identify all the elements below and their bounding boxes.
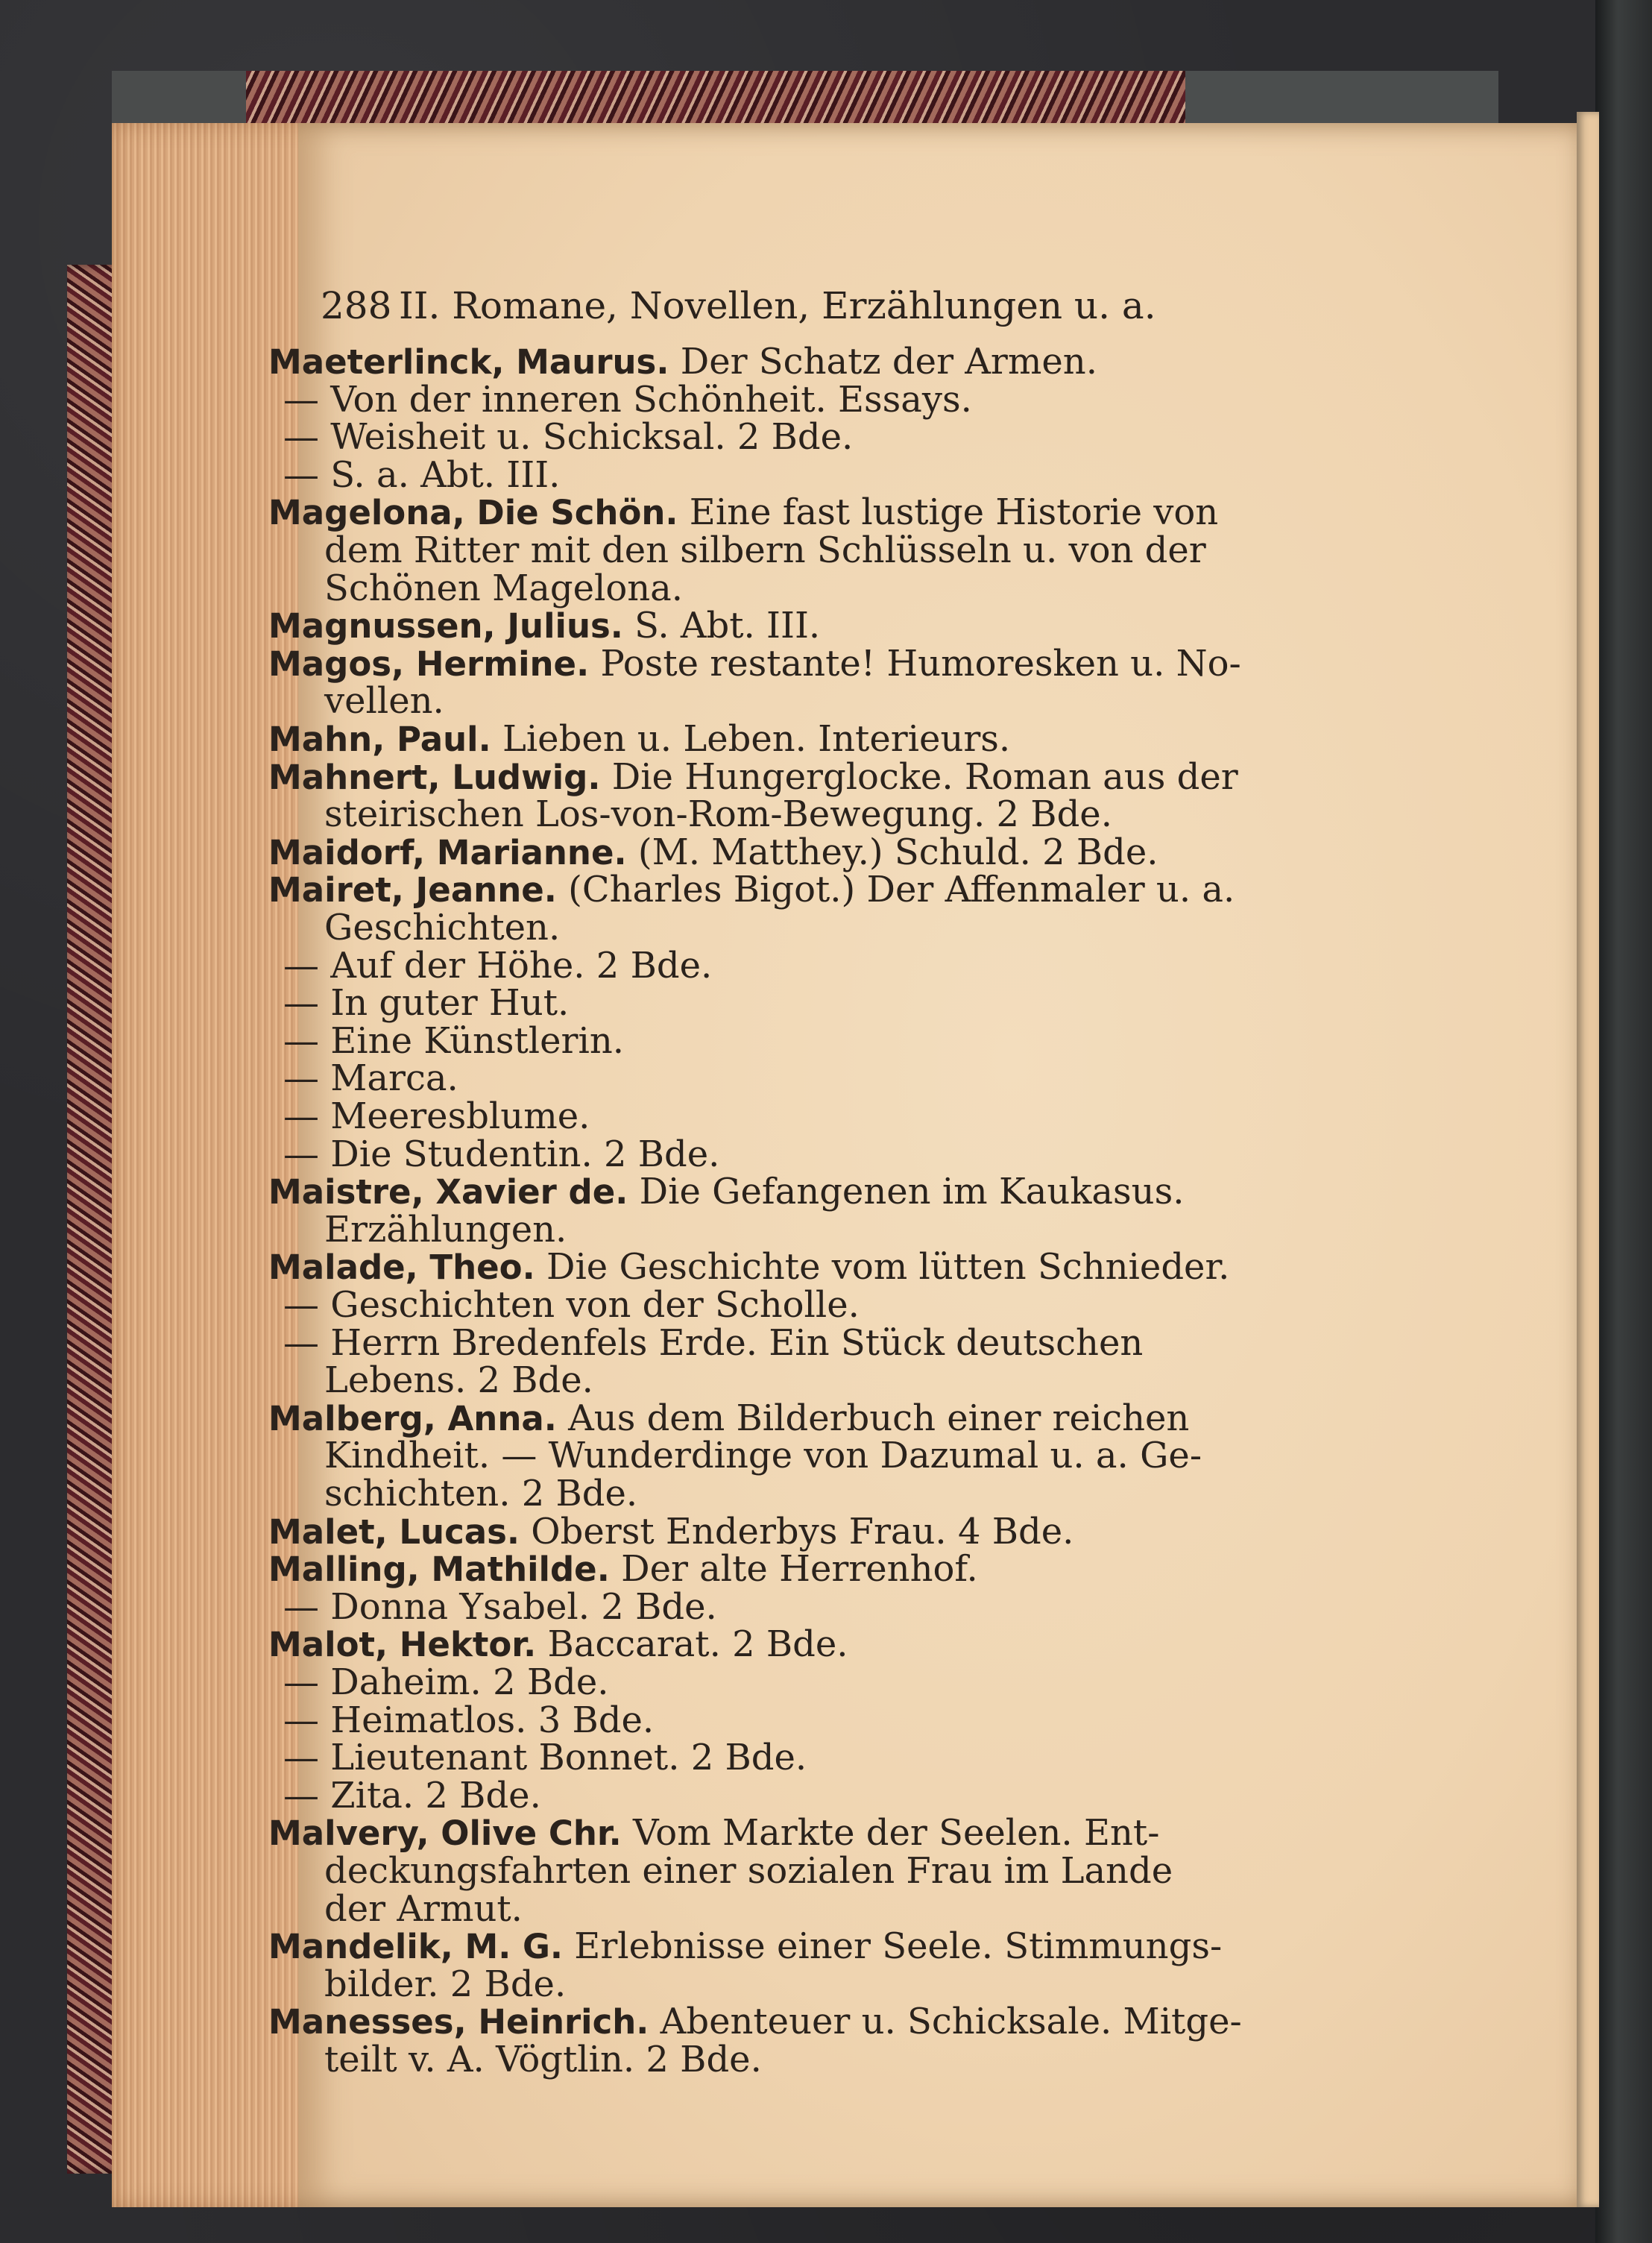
entry-text: — Heimatlos. 3 Bde.	[283, 1699, 655, 1741]
entry-text: vellen.	[324, 680, 444, 723]
entry-text: Die Geschichte vom lütten Schnieder.	[546, 1246, 1230, 1289]
entry-line	[324, 567, 684, 609]
entry-text: Oberst Enderbys Frau. 4 Bde.	[531, 1510, 1074, 1553]
entry-line	[283, 1699, 655, 1741]
entry-line	[283, 1095, 590, 1137]
entry-text: — Lieutenant Bonnet. 2 Bde.	[283, 1737, 807, 1779]
entry-text: (M. Matthey.) Schuld. 2 Bde.	[637, 831, 1158, 873]
entry-line	[268, 1510, 1074, 1553]
entry-line	[283, 1286, 860, 1324]
entry-line	[283, 1133, 720, 1175]
entry-line	[268, 1623, 848, 1666]
entry-headword: Magelona, Die Schön.	[268, 493, 678, 533]
entry-text: (Charles Bigot.) Der Affenmaler u. a.	[568, 869, 1235, 911]
entry-line	[324, 1435, 1202, 1477]
section-title: II. Romane, Novellen, Erzählungen u. a.	[399, 284, 1156, 327]
entry-text: der Armut.	[324, 1887, 523, 1930]
entry-headword: Manesses, Heinrich.	[268, 2002, 649, 2042]
entry-text: — Meeresblume.	[283, 1095, 590, 1137]
page-number: 288	[321, 284, 392, 327]
entry-text: — Von der inneren Schönheit. Essays.	[283, 378, 972, 421]
entry-text: Die Hungerglocke. Roman aus der	[611, 755, 1238, 798]
entry-line	[283, 453, 561, 496]
entry-text: — Marca.	[283, 1057, 458, 1100]
entry-line	[283, 944, 713, 987]
entry-text: — S. a. Abt. III.	[283, 453, 561, 496]
entry-headword: Maeterlinck, Maurus.	[268, 342, 669, 382]
entry-text: — Daheim. 2 Bde.	[283, 1661, 609, 1703]
entry-line	[268, 871, 1235, 909]
entry-line	[283, 1737, 807, 1779]
entry-line	[324, 1475, 637, 1512]
entry-line	[268, 1925, 1223, 1968]
entry-line	[324, 680, 444, 723]
entry-line	[324, 1963, 567, 2005]
entry-line	[283, 416, 854, 459]
entry-headword: Mahnert, Ludwig.	[268, 757, 601, 797]
entry-line	[268, 720, 1010, 758]
entry-headword: Malet, Lucas.	[268, 1511, 520, 1552]
entry-text: deckungsfahrten einer sozialen Frau im Lande	[324, 1850, 1173, 1892]
entry-headword: Malberg, Anna.	[268, 1398, 557, 1438]
entry-line	[268, 491, 1219, 534]
entry-line	[324, 529, 1206, 571]
entry-text: — Weisheit u. Schicksal. 2 Bde.	[283, 416, 854, 459]
entry-headword: Magos, Hermine.	[268, 644, 590, 684]
entry-text: — Die Studentin. 2 Bde.	[283, 1133, 720, 1175]
entry-headword: Malling, Mathilde.	[268, 1550, 610, 1590]
entry-headword: Maidorf, Marianne.	[268, 832, 627, 872]
entry-text: Eine fast lustige Historie von	[689, 491, 1219, 534]
entry-line	[283, 1019, 625, 1062]
entry-text: Vom Markte der Seelen. Ent-	[633, 1812, 1160, 1855]
entry-line	[268, 2003, 1242, 2041]
entry-line	[268, 1812, 1160, 1855]
entry-text: Die Gefangenen im Kaukasus.	[639, 1171, 1185, 1213]
entry-line	[283, 1321, 1144, 1364]
entry-line	[268, 755, 1238, 798]
entry-line	[268, 831, 1158, 873]
entry-text: Lieben u. Leben. Interieurs.	[502, 718, 1011, 760]
next-page-edge	[1577, 112, 1599, 2207]
entry-line	[324, 1208, 567, 1251]
entry-line	[283, 982, 570, 1025]
entry-text: S. Abt. III.	[634, 605, 821, 647]
entry-line	[324, 2041, 762, 2078]
entry-text: — Herrn Bredenfels Erde. Ein Stück deutschen	[283, 1321, 1144, 1364]
entry-line	[324, 1887, 523, 1930]
entry-headword: Malade, Theo.	[268, 1248, 535, 1288]
entry-headword: Malot, Hektor.	[268, 1625, 537, 1665]
entry-line	[283, 1057, 458, 1100]
entry-line	[268, 1397, 1190, 1439]
entry-text: Erlebnisse einer Seele. Stimmungs-	[574, 1925, 1223, 1968]
entry-line	[268, 1548, 978, 1591]
entry-line	[268, 607, 820, 645]
entry-text: — Donna Ysabel. 2 Bde.	[283, 1585, 717, 1628]
entry-text: dem Ritter mit den silbern Schlüsseln u. von der	[324, 529, 1206, 571]
entry-headword: Maistre, Xavier de.	[268, 1172, 628, 1212]
entry-text: Poste restante! Humoresken u. No-	[600, 642, 1241, 685]
book-page	[268, 123, 1595, 2207]
entry-text: steirischen Los-von-Rom-Bewegung. 2 Bde.	[324, 793, 1112, 836]
entry-text: — In guter Hut.	[283, 982, 570, 1025]
entry-line	[283, 1774, 541, 1816]
entry-text: Erzählungen.	[324, 1208, 567, 1251]
entry-text: teilt v. A. Vögtlin. 2 Bde.	[324, 2039, 762, 2080]
entry-text: — Auf der Höhe. 2 Bde.	[283, 944, 713, 987]
entry-line	[268, 642, 1241, 685]
entry-headword: Malvery, Olive Chr.	[268, 1813, 622, 1854]
entry-headword: Mairet, Jeanne.	[268, 870, 557, 910]
entry-headword: Magnussen, Julius.	[268, 606, 623, 647]
entry-text: — Eine Künstlerin.	[283, 1019, 625, 1062]
marbled-board-top	[246, 71, 1185, 127]
entry-line	[324, 793, 1112, 836]
entry-line	[283, 1585, 717, 1628]
entry-text: Der alte Herrenhof.	[621, 1548, 978, 1591]
book-cloth-corner	[112, 71, 246, 130]
entry-text: Lebens. 2 Bde.	[324, 1359, 593, 1402]
entry-line	[268, 1173, 1184, 1211]
entry-line	[324, 907, 561, 949]
entry-headword: Mahn, Paul.	[268, 720, 491, 759]
entry-line	[324, 1359, 593, 1402]
book-spine-right	[1595, 0, 1652, 2243]
entry-headword: Mandelik, M. G.	[268, 1927, 564, 1967]
entry-line	[283, 1661, 609, 1703]
entry-text: bilder. 2 Bde.	[324, 1963, 567, 2005]
entry-text: Der Schatz der Armen.	[680, 341, 1097, 383]
entry-text: Abenteuer u. Schicksale. Mitge-	[660, 2001, 1242, 2043]
entry-line	[268, 1246, 1230, 1289]
entry-text: — Geschichten von der Scholle.	[283, 1284, 860, 1326]
entry-text: Geschichten.	[324, 907, 561, 949]
entry-text: Baccarat. 2 Bde.	[547, 1623, 848, 1666]
entry-line	[268, 343, 1097, 381]
entry-text: Aus dem Bilderbuch einer reichen	[568, 1397, 1190, 1439]
entry-line	[324, 1852, 1173, 1890]
entry-line	[283, 378, 972, 421]
entry-text: — Zita. 2 Bde.	[283, 1774, 541, 1816]
entry-text: schichten. 2 Bde.	[324, 1473, 638, 1514]
entry-text: Kindheit. — Wunderdinge von Dazumal u. a. Ge-	[324, 1435, 1202, 1477]
entry-text: Schönen Magelona.	[324, 567, 684, 609]
